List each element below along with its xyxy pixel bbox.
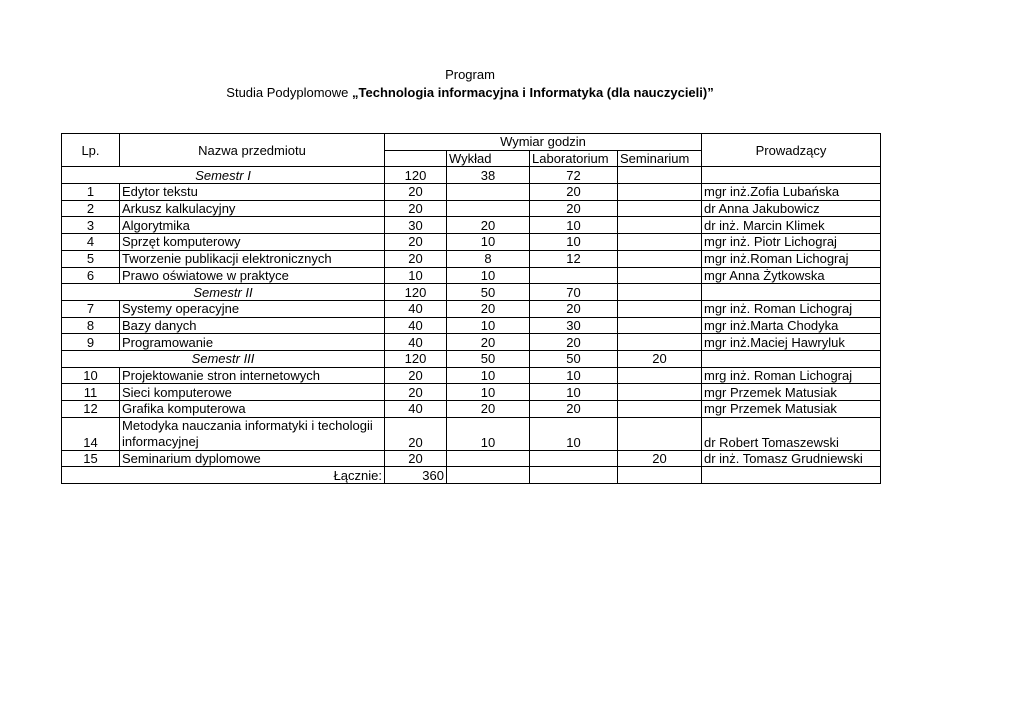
hours-total: 20: [385, 367, 447, 384]
hours-lab: 20: [530, 300, 618, 317]
hours-total: 20: [385, 417, 447, 450]
course-name: Systemy operacyjne: [120, 300, 385, 317]
hours-total: 10: [385, 267, 447, 284]
course-row: [62, 234, 881, 251]
hours-total: 40: [385, 401, 447, 418]
course-lp: 1: [62, 184, 120, 201]
hours-lecture: [447, 200, 530, 217]
course-name: Projektowanie stron internetowych: [120, 367, 385, 384]
hours-lab: 10: [530, 217, 618, 234]
total-label: Łącznie:: [62, 467, 385, 484]
teacher-name: dr Robert Tomaszewski: [702, 417, 881, 450]
hours-lab: [530, 450, 618, 467]
hours-seminar: [618, 300, 702, 317]
hours-lecture: 38: [447, 167, 530, 184]
hours-lab: 10: [530, 367, 618, 384]
course-row: [62, 367, 881, 384]
course-row: [62, 384, 881, 401]
course-name: Metodyka nauczania informatyki i techologii informacyjnej: [120, 417, 385, 450]
course-row: [62, 184, 881, 201]
teacher-name: mgr inż.Marta Chodyka: [702, 317, 881, 334]
hours-lecture: 20: [447, 401, 530, 418]
title-program: Program: [445, 67, 495, 82]
course-name: Sieci komputerowe: [120, 384, 385, 401]
teacher-name: [702, 284, 881, 301]
course-row: [62, 217, 881, 234]
title-subtitle: [0, 84, 940, 102]
semester-row: [62, 284, 881, 301]
teacher-name: [702, 167, 881, 184]
hours-seminar: [618, 367, 702, 384]
hours-total: 120: [385, 284, 447, 301]
hours-lecture: 10: [447, 417, 530, 450]
teacher-name: mgr Anna Żytkowska: [702, 267, 881, 284]
course-lp: 8: [62, 317, 120, 334]
course-lp: 15: [62, 450, 120, 467]
document-title: [0, 66, 940, 102]
course-row: [62, 417, 881, 450]
col-header-hours: Wymiar godzin: [385, 134, 702, 151]
teacher-name: mrg inż. Roman Lichograj: [702, 367, 881, 384]
total-hours: 360: [385, 467, 447, 484]
course-name: Edytor tekstu: [120, 184, 385, 201]
course-lp: 5: [62, 250, 120, 267]
col-header-name: Nazwa przedmiotu: [120, 134, 385, 167]
total-row: [62, 467, 881, 484]
hours-total: 20: [385, 200, 447, 217]
hours-seminar: [618, 167, 702, 184]
hours-seminar: 20: [618, 450, 702, 467]
course-row: [62, 200, 881, 217]
teacher-name: dr Anna Jakubowicz: [702, 200, 881, 217]
course-name: Prawo oświatowe w praktyce: [120, 267, 385, 284]
hours-seminar: [618, 417, 702, 450]
course-name: Bazy danych: [120, 317, 385, 334]
course-name: Grafika komputerowa: [120, 401, 385, 418]
hours-lecture: 20: [447, 300, 530, 317]
hours-lab: 12: [530, 250, 618, 267]
hours-lab: [530, 267, 618, 284]
program-table: [61, 133, 881, 484]
col-header-lab: Laboratorium: [530, 150, 618, 167]
course-lp: 9: [62, 334, 120, 351]
course-lp: 2: [62, 200, 120, 217]
hours-seminar: [618, 234, 702, 251]
hours-seminar: [618, 184, 702, 201]
hours-lab: 10: [530, 234, 618, 251]
course-lp: 6: [62, 267, 120, 284]
hours-total: 20: [385, 184, 447, 201]
course-lp: 7: [62, 300, 120, 317]
col-header-lecture: Wykład: [447, 150, 530, 167]
empty-lecture: [447, 467, 530, 484]
hours-total: 20: [385, 250, 447, 267]
hours-lecture: 10: [447, 234, 530, 251]
hours-total: 120: [385, 167, 447, 184]
semester-label: Semestr I: [62, 167, 385, 184]
hours-lecture: 50: [447, 350, 530, 367]
hours-seminar: [618, 384, 702, 401]
col-header-seminar: Seminarium: [618, 150, 702, 167]
hours-lab: 50: [530, 350, 618, 367]
course-name: Sprzęt komputerowy: [120, 234, 385, 251]
subtitle-prefix: Studia Podyplomowe: [226, 85, 353, 100]
teacher-name: mgr inż.Maciej Hawryluk: [702, 334, 881, 351]
hours-lecture: 8: [447, 250, 530, 267]
hours-seminar: [618, 250, 702, 267]
hours-seminar: [618, 217, 702, 234]
hours-lecture: 20: [447, 334, 530, 351]
hours-total: 40: [385, 317, 447, 334]
col-header-total: [385, 150, 447, 167]
course-row: [62, 334, 881, 351]
course-row: [62, 450, 881, 467]
subtitle-program-name: „Technologia informacyjna i Informatyka (dla nauczycieli)”: [352, 85, 714, 100]
hours-lecture: 10: [447, 384, 530, 401]
teacher-name: mgr inż.Zofia Lubańska: [702, 184, 881, 201]
hours-total: 20: [385, 384, 447, 401]
header-row-1: [62, 134, 881, 151]
hours-lab: 10: [530, 384, 618, 401]
course-row: [62, 401, 881, 418]
hours-lab: 70: [530, 284, 618, 301]
course-lp: 11: [62, 384, 120, 401]
hours-seminar: 20: [618, 350, 702, 367]
semester-label: Semestr II: [62, 284, 385, 301]
col-header-teacher: Prowadzący: [702, 134, 881, 167]
hours-total: 120: [385, 350, 447, 367]
hours-lecture: [447, 184, 530, 201]
hours-seminar: [618, 267, 702, 284]
empty-seminar: [618, 467, 702, 484]
hours-lecture: 10: [447, 267, 530, 284]
course-name: Tworzenie publikacji elektronicznych: [120, 250, 385, 267]
course-name: Arkusz kalkulacyjny: [120, 200, 385, 217]
hours-total: 40: [385, 300, 447, 317]
empty-lab: [530, 467, 618, 484]
teacher-name: mgr Przemek Matusiak: [702, 401, 881, 418]
empty-teacher: [702, 467, 881, 484]
teacher-name: dr inż. Marcin Klimek: [702, 217, 881, 234]
course-lp: 10: [62, 367, 120, 384]
hours-lab: 30: [530, 317, 618, 334]
hours-seminar: [618, 284, 702, 301]
hours-seminar: [618, 401, 702, 418]
semester-label: Semestr III: [62, 350, 385, 367]
hours-seminar: [618, 200, 702, 217]
semester-row: [62, 350, 881, 367]
hours-lab: 20: [530, 334, 618, 351]
teacher-name: dr inż. Tomasz Grudniewski: [702, 450, 881, 467]
hours-lab: 20: [530, 401, 618, 418]
hours-seminar: [618, 317, 702, 334]
hours-lab: 72: [530, 167, 618, 184]
hours-total: 20: [385, 450, 447, 467]
teacher-name: mgr inż. Roman Lichograj: [702, 300, 881, 317]
course-row: [62, 317, 881, 334]
teacher-name: mgr Przemek Matusiak: [702, 384, 881, 401]
course-name: Programowanie: [120, 334, 385, 351]
course-lp: 12: [62, 401, 120, 418]
semester-row: [62, 167, 881, 184]
course-row: [62, 300, 881, 317]
hours-lab: 20: [530, 200, 618, 217]
hours-lecture: 10: [447, 317, 530, 334]
course-lp: 4: [62, 234, 120, 251]
teacher-name: [702, 350, 881, 367]
hours-total: 30: [385, 217, 447, 234]
hours-lecture: [447, 450, 530, 467]
hours-lab: 20: [530, 184, 618, 201]
course-lp: 3: [62, 217, 120, 234]
hours-lecture: 50: [447, 284, 530, 301]
hours-lecture: 20: [447, 217, 530, 234]
hours-seminar: [618, 334, 702, 351]
course-row: [62, 250, 881, 267]
hours-lecture: 10: [447, 367, 530, 384]
course-name: Seminarium dyplomowe: [120, 450, 385, 467]
teacher-name: mgr inż. Piotr Lichograj: [702, 234, 881, 251]
course-name: Algorytmika: [120, 217, 385, 234]
hours-total: 40: [385, 334, 447, 351]
course-lp: 14: [62, 417, 120, 450]
teacher-name: mgr inż.Roman Lichograj: [702, 250, 881, 267]
hours-total: 20: [385, 234, 447, 251]
course-row: [62, 267, 881, 284]
col-header-lp: Lp.: [62, 134, 120, 167]
hours-lab: 10: [530, 417, 618, 450]
